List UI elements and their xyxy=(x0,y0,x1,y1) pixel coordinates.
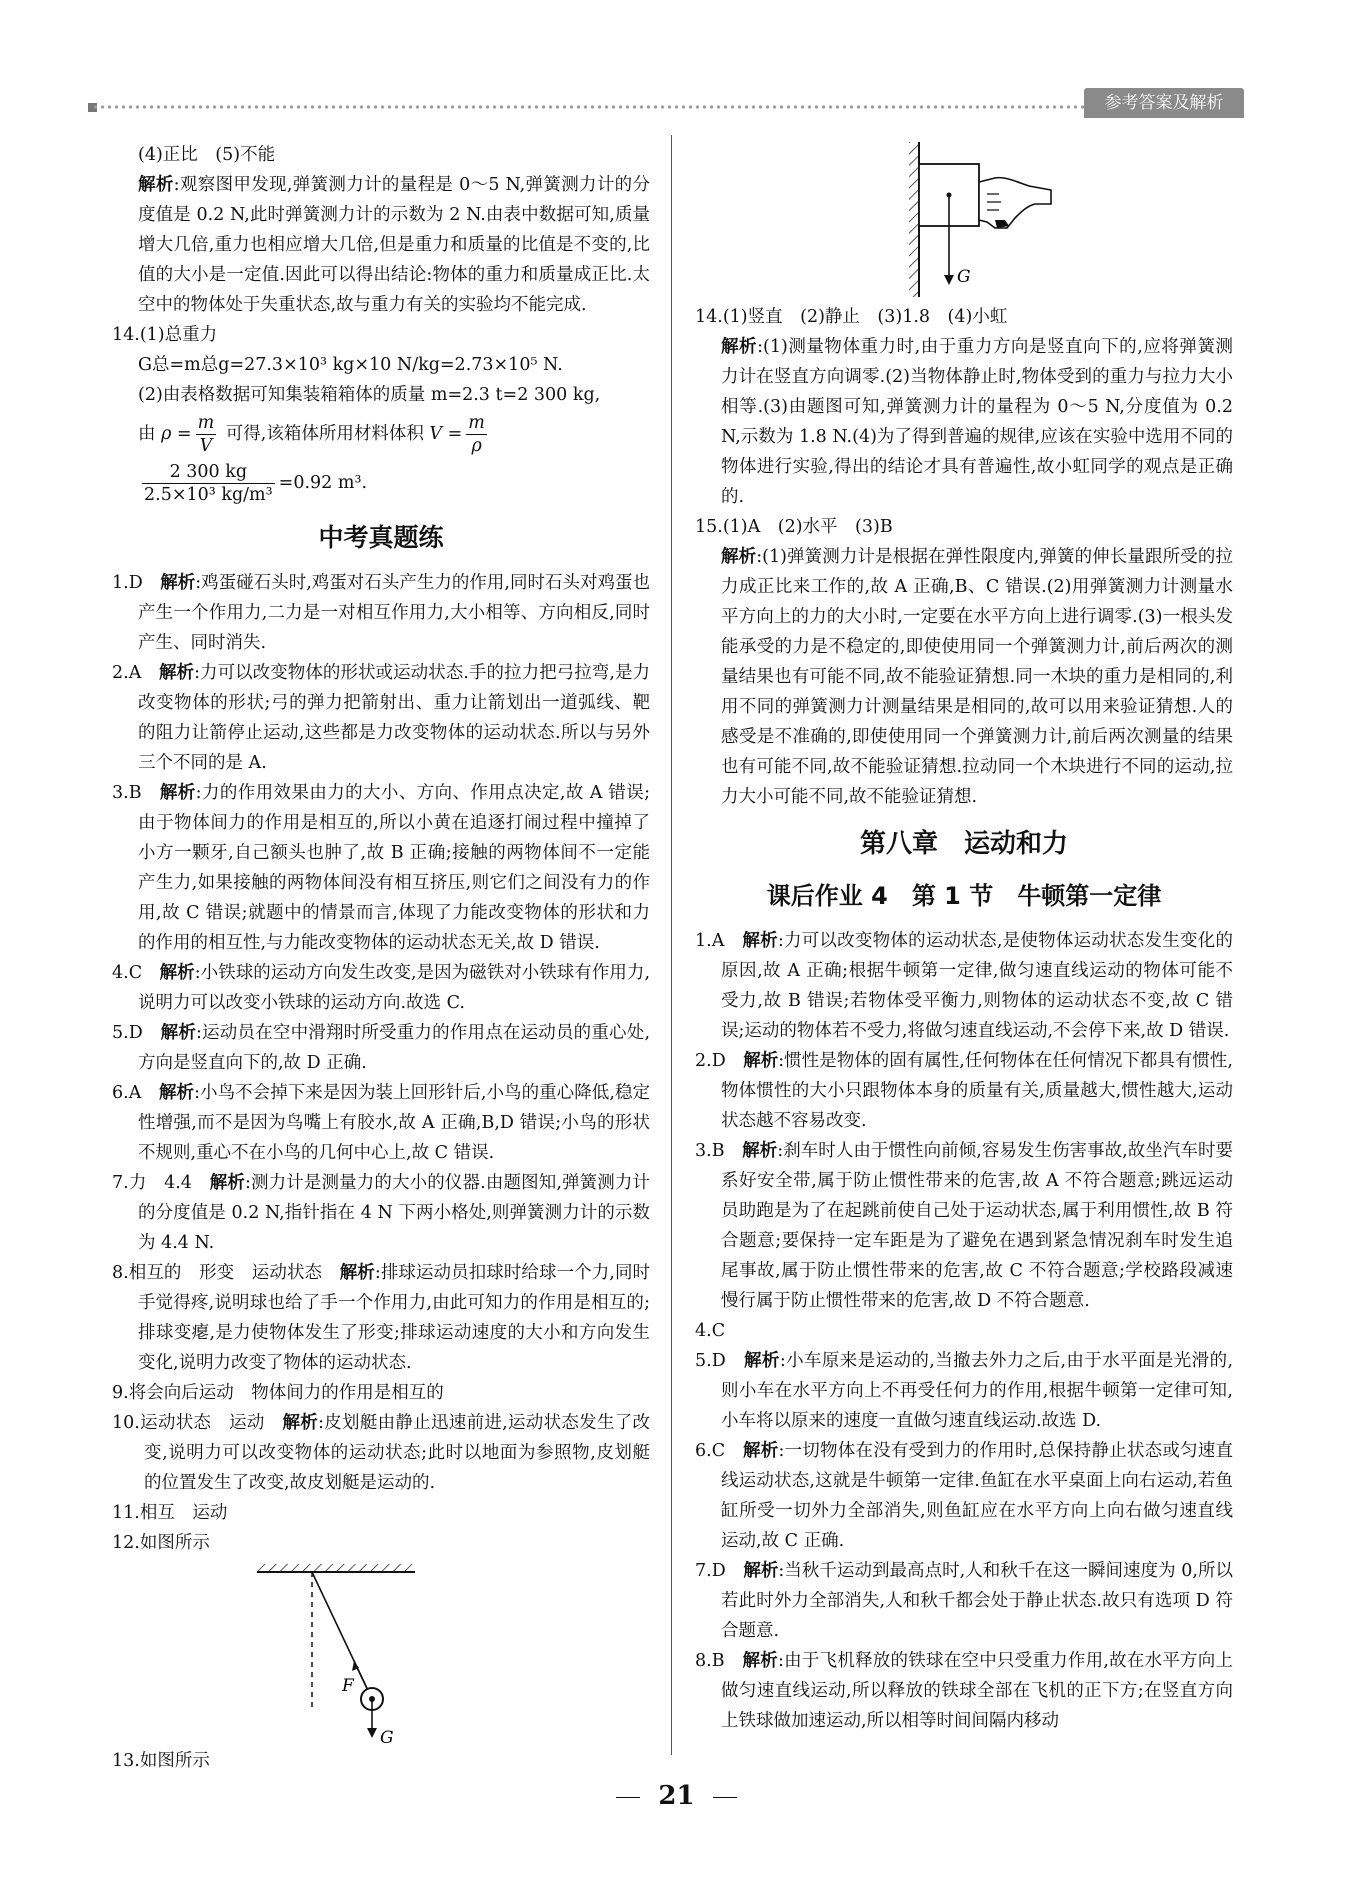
dash-left xyxy=(616,1797,640,1798)
arrowhead-G xyxy=(367,1728,377,1738)
q9: 9.将会向后运动 物体间力的作用是相互的 xyxy=(112,1383,444,1403)
fraction-m-over-rho: $\frac{m}{\rho}$ xyxy=(468,413,485,456)
q13: 13.如图所示 xyxy=(112,1751,210,1771)
answer-item: 2.D 解析:惯性是物体的固有属性,任何物体在任何情况下都具有惯性,物体惯性的大小只跟物体本身的质量有关,质量越大,惯性越大,运动状态越不容易改变. xyxy=(695,1051,1233,1131)
right-answer-list-2 xyxy=(695,1346,1233,1736)
q14-result: $\frac{2 300 kg}{\text{2.5×10³ kg/m³}}$ =0.92 m³. xyxy=(144,462,368,505)
q11: 11.相互 运动 xyxy=(112,1503,228,1523)
label-G-right: G xyxy=(957,267,971,287)
answer-item: 8.B 解析:由于飞机释放的铁球在空中只受重力作用,故在水平方向上做匀速直线运动,所以释放的铁球全部在飞机的正下方;在竖直方向上铁球做加速运动,所以相等时间间隔内移动 xyxy=(695,1651,1234,1731)
label-G: G xyxy=(380,1728,394,1746)
fraction-volume: $\frac{2 300 kg}{\text{2.5×10³ kg/m³}}$ xyxy=(144,462,273,505)
page-number-row xyxy=(0,1781,1353,1811)
q13-cont-answer: (4)正比 (5)不能 xyxy=(138,145,276,165)
label-F: F xyxy=(342,1676,354,1696)
q10: 10.运动状态 运动 解析:皮划艇由静止迅速前进,运动状态发生了改变,说明力可以改变物体的运动状态;此时以地面为参照物,皮划艇的位置发生了改变,故皮划艇是运动的. xyxy=(112,1413,651,1493)
answer-item: 1.D 解析:鸡蛋碰石头时,鸡蛋对石头产生力的作用,同时石头对鸡蛋也产生一个作用力,二力是一对相互作用力,大小相等、方向相反,同时产生、同时消失. xyxy=(112,573,650,653)
r-q15: 15.(1)A (2)水平 (3)B xyxy=(695,517,893,537)
hand-icon xyxy=(979,178,1051,228)
q13-cont-analysis: 解析:观察图甲发现,弹簧测力计的量程是 0～5 N,弹簧测力计的分度值是 0.2 N,此时弹簧测力计的示数为 2 N.由表中数据可知,质量增大几倍,重力也相应增大几倍,但是重力和质量的比值是不变的,比值的大小是一定值.因此可以得出结论:物体的重力和质量成正比.太空中的物体处于失重状态,故与重力有关的实验均不能完成. xyxy=(138,175,651,315)
answer-item: 6.A 解析:小鸟不会掉下来是因为装上回形针后,小鸟的重心降低,稳定性增强,而不是因为鸟嘴上有胶水,故 A 正确,B,D 错误;小鸟的形状不规则,重心不在小鸟的几何中心上,故 C 错误. xyxy=(112,1083,651,1163)
header-tag: 参考答案及解析 xyxy=(1084,88,1244,118)
right-answer-list-1 xyxy=(695,926,1233,1316)
answer-item: 3.B 解析:刹车时人由于惯性向前倾,容易发生伤害事故,故坐汽车时要系好安全带,属于防止惯性带来的危害,故 A 不符合题意;跳远运动员助跑是为了在起跳前使自己处于运动状态,属于利用惯性,故 B 符合题意;要保持一定车距是为了避免在遇到紧急情况刹车时发生追尾事故,属于防止惯性带来的危害,故 C 不符合题意;学校路段减速慢行属于防止惯性带来的危害,故 D 不符合题意. xyxy=(695,1141,1234,1311)
gravity-arrowhead xyxy=(944,275,954,285)
right-column xyxy=(695,130,1233,1736)
chapter-title: 第八章 运动和力 xyxy=(859,829,1068,859)
r-q14-analysis: 解析:(1)测量物体重力时,由于重力方向是竖直向下的,应将弹簧测力计在竖直方向调零.(2)当物体静止时,物体受到的重力与拉力大小相等.(3)由题图可知,弹簧测力计的量程为 0～5 N,分度值为 0.2 N,示数为 1.8 N.(4)为了得到普遍的规律,应该在实验中选用不同的物体进行实验,得出的结论才具有普遍性,故小虹同学的观点是正确的. xyxy=(721,337,1234,507)
q14-formula1: G总=m总g=27.3×10³ kg×10 N/kg=2.73×10⁵ N. xyxy=(138,355,563,375)
figure-pendulum xyxy=(112,1558,650,1746)
ceiling-hatch xyxy=(257,1564,415,1572)
q14: 14.(1)总重力 xyxy=(112,325,218,345)
answer-item: 6.C 解析:一切物体在没有受到力的作用时,总保持静止状态或匀速直线运动状态,这就是牛顿第一定律.鱼缸在水平桌面上向右运动,若鱼缸所受一切外力全部消失,则鱼缸应在水平方向上向右做匀速直线运动,故 C 正确. xyxy=(695,1441,1234,1551)
lesson-title: 课后作业 4 第 1 节 牛顿第一定律 xyxy=(766,882,1162,910)
header-dotted-line xyxy=(92,104,1087,110)
answer-item: 7.D 解析:当秋千运动到最高点时,人和秋千在这一瞬间速度为 0,所以若此时外力全部消失,人和秋千都会处于静止状态.故只有选项 D 符合题意. xyxy=(695,1561,1234,1641)
section-title: 中考真题练 xyxy=(318,523,444,552)
answer-item: 2.A 解析:力可以改变物体的形状或运动状态.手的拉力把弓拉弯,是力改变物体的形状;弓的弹力把箭射出、重力让箭划出一道弧线、靶的阻力让箭停止运动,这些都是力改变物体的运动状态.所以与另外三个不同的是 A. xyxy=(112,663,651,773)
answer-item: 7.力 4.4 解析:测力计是测量力的大小的仪器.由题图知,弹簧测力计的分度值是 0.2 N,指针指在 4 N 下两小格处,则弹簧测力计的示数为 4.4 N. xyxy=(112,1173,651,1253)
center-of-mass xyxy=(947,193,952,198)
q14-line3: 由 ρ = $\frac{m}{V}$ 可得,该箱体所用材料体积 V = $\frac{m}{\rho}$ xyxy=(138,413,485,456)
left-column xyxy=(112,140,650,1776)
answer-item: 1.A 解析:力可以改变物体的运动状态,是使物体运动状态发生变化的原因,故 A 正确;根据牛顿第一定律,做匀速直线运动的物体可能不受力,故 B 错误;若物体受平衡力,则物体的运动状态不变,故 C 错误;运动的物体若不受力,将做匀速直线运动,不会停下来,故 D 错误. xyxy=(695,931,1234,1041)
wall-hatch xyxy=(909,142,919,297)
r-q15-analysis: 解析:(1)弹簧测力计是根据在弹性限度内,弹簧的伸长量跟所受的拉力成正比来工作的,故 A 正确,B、C 错误.(2)用弹簧测力计测量水平方向上的力的大小时,一定要在水平方向上进行调零.(3)一根头发能承受的力是不稳定的,即使使用同一个弹簧测力计,前后两次的测量结果也有可能不同,故不能验证猜想.同一木块的重力是相同的,利用不同的弹簧测力计测量结果是相同的,故可以用来验证猜想.人的感受是不准确的,即使使用同一个弹簧测力计,前后两次测量的结果也有可能不同,故不能验证猜想.拉动同一个木块进行不同的运动,拉力大小可能不同,故不能验证猜想. xyxy=(721,547,1233,807)
column-divider xyxy=(671,135,672,1755)
q14-line2: (2)由表格数据可知集装箱箱体的质量 m=2.3 t=2 300 kg, xyxy=(138,385,601,405)
answer-item: 4.C 解析:小铁球的运动方向发生改变,是因为磁铁对小铁球有作用力,说明力可以改变小铁球的运动方向.故选 C. xyxy=(112,963,651,1013)
answer-item: 3.B 解析:力的作用效果由力的大小、方向、作用点决定,故 A 错误;由于物体间力的作用是相互的,所以小黄在追逐打闹过程中撞掉了小方一颗牙,自己额头也肿了,故 B 正确;接触的两物体间不一定能产生力,如果接触的两物体间没有相互挤压,则它们之间没有力的作用,故 C 错误;就题中的情景而言,体现了力能改变物体的形状和力的作用的相互性,与力能改变物体的运动状态无关,故 D 错误. xyxy=(112,783,650,953)
q12: 12.如图所示 xyxy=(112,1533,210,1553)
pendulum-diagram xyxy=(112,1558,650,1746)
figure-block-on-wall xyxy=(695,130,1233,302)
fraction-m-over-V: $\frac{m}{V}$ xyxy=(197,413,215,456)
answer-item: 8.相互的 形变 运动状态 解析:排球运动员扣球时给球一个力,同时手觉得疼,说明球也给了手一个作用力,由此可知力的作用是相互的;排球变瘪,是力使物体发生了形变;排球运动速度的大小和方向发生变化,说明力改变了物体的运动状态. xyxy=(112,1263,651,1373)
left-answer-list xyxy=(112,568,650,1378)
dash-right xyxy=(713,1797,737,1798)
answer-item: 5.D 解析:运动员在空中滑翔时所受重力的作用点在运动员的重心处,方向是竖直向下的,故 D 正确. xyxy=(112,1023,651,1073)
block-wall-diagram xyxy=(695,130,1233,302)
answer-item: 5.D 解析:小车原来是运动的,当撤去外力之后,由于水平面是光滑的,则小车在水平方向上不再受任何力的作用,根据牛顿第一定律可知,小车将以原来的速度一直做匀速直线运动.故选 D. xyxy=(695,1351,1234,1431)
page-number: 21 xyxy=(658,1781,695,1811)
r-q4: 4.C xyxy=(695,1321,726,1341)
r-q14: 14.(1)竖直 (2)静止 (3)1.8 (4)小虹 xyxy=(695,307,1008,327)
